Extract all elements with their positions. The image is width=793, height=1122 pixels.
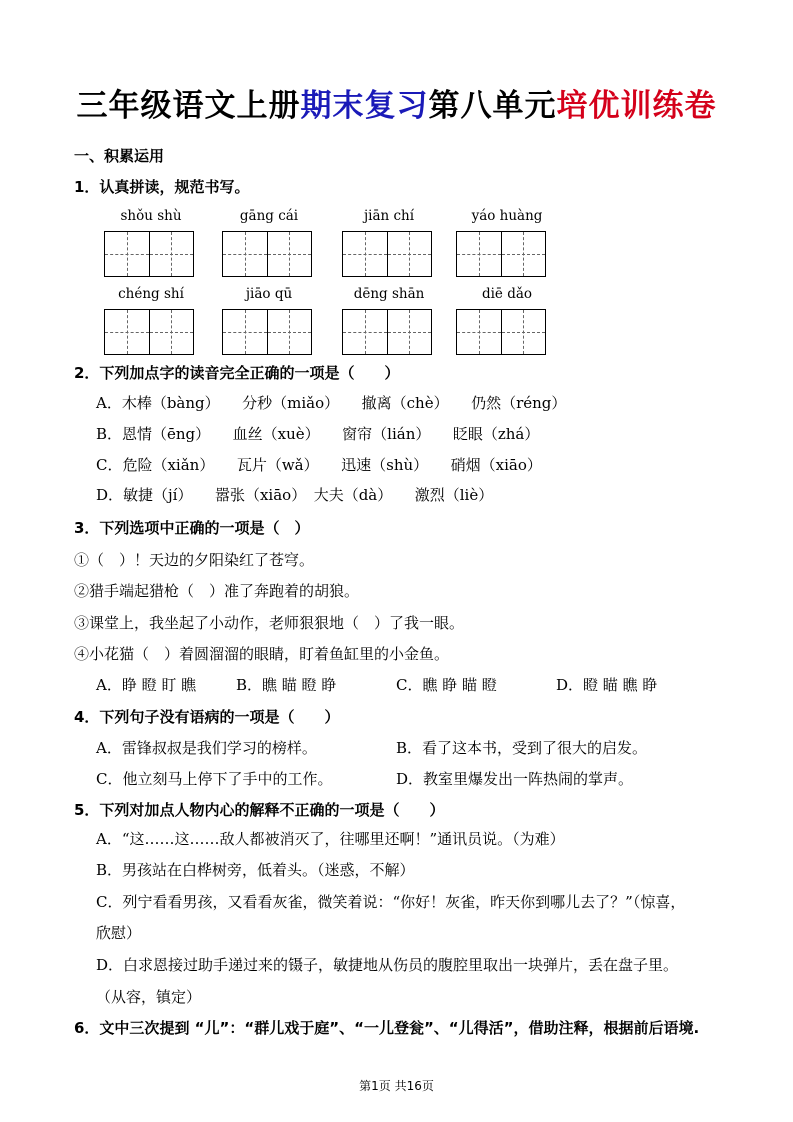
- writing-grid[interactable]: [342, 231, 432, 277]
- q3-item-4: ④小花猫（ ）着圆溜溜的眼睛，盯着鱼缸里的小金鱼。: [74, 645, 450, 663]
- writing-grid[interactable]: [342, 309, 432, 355]
- title-part-2: 期末复习: [300, 88, 429, 124]
- writing-grid[interactable]: [456, 231, 546, 277]
- pinyin-7: dēng shān: [353, 286, 425, 302]
- writing-grid[interactable]: [222, 309, 312, 355]
- q4-stem: 4．下列句子没有语病的一项是（ ）: [74, 708, 340, 726]
- pinyin-3: jiān chí: [363, 208, 415, 224]
- q2-option-d: D．敏捷（jí） 嚣张（xiāo） 大夫（dà） 激烈（liè）: [96, 486, 494, 504]
- page-footer: 第1页 共16页: [359, 1079, 434, 1093]
- section-heading: 一、积累运用: [74, 147, 165, 165]
- q2-option-c: C．危险（xiǎn） 瓦片（wǎ） 迅速（shù） 硝烟（xiāo）: [96, 456, 542, 474]
- writing-grid[interactable]: [104, 231, 194, 277]
- q2-stem: 2．下列加点字的读音完全正确的一项是（ ）: [74, 364, 400, 382]
- q4-option-a: A．雷锋叔叔是我们学习的榜样。: [96, 739, 317, 757]
- q2-option-a: A．木棒（bàng） 分秒（miǎo） 撤离（chè） 仍然（réng）: [96, 394, 567, 412]
- q5-option-c: C．列宁看看男孩，又看看灰雀，微笑着说：“你好！灰雀，昨天你到哪儿去了？”（惊喜，: [96, 893, 686, 911]
- q4-option-d: D．教室里爆发出一阵热闹的掌声。: [396, 770, 634, 788]
- q5-option-d: D．白求恩接过助手递过来的镊子，敏捷地从伤员的腹腔里取出一块弹片，丢在盘子里。: [96, 956, 679, 974]
- pinyin-6: jiāo qū: [245, 286, 293, 302]
- writing-grid[interactable]: [104, 309, 194, 355]
- q6-stem: 6．文中三次提到 “儿”：“群儿戏于庭”、“一儿登瓮”、“儿得活”，借助注释，根据前后语境.: [74, 1019, 700, 1037]
- q3-option-d: D．瞪 瞄 瞧 睁: [556, 676, 658, 694]
- q4-option-c: C．他立刻马上停下了手中的工作。: [96, 770, 333, 788]
- q3-item-2: ②猎手端起猎枪（ ）准了奔跑着的胡狼。: [74, 582, 360, 600]
- q5-option-c-cont: 欣慰）: [96, 924, 142, 942]
- writing-grid[interactable]: [222, 231, 312, 277]
- q3-item-1: ①（ ）！天边的夕阳染红了苍穹。: [74, 551, 315, 569]
- q5-option-b: B．男孩站在白桦树旁，低着头。（迷惑，不解）: [96, 861, 415, 879]
- q3-option-b: B．瞧 瞄 瞪 睁: [236, 676, 337, 694]
- pinyin-1: shǒu shù: [120, 208, 182, 224]
- title-part-4: 培优训练卷: [556, 88, 717, 124]
- q4-option-b: B．看了这本书，受到了很大的启发。: [396, 739, 648, 757]
- title-part-1: 三年级语文上册: [76, 88, 301, 124]
- q1-stem: 1．认真拼读，规范书写。: [74, 178, 250, 196]
- pinyin-2: gāng cái: [239, 208, 299, 224]
- q3-option-a: A．睁 瞪 盯 瞧: [96, 676, 197, 694]
- pinyin-5: chéng shí: [118, 286, 184, 302]
- q2-option-b: B．恩情（ēng） 血丝（xuè） 窗帘（lián） 眨眼（zhá）: [96, 425, 540, 443]
- q5-stem: 5．下列对加点人物内心的解释不正确的一项是（ ）: [74, 801, 445, 819]
- q5-option-a: A．“这……这……敌人都被消灭了，往哪里还啊！”通讯员说。（为难）: [96, 830, 565, 848]
- q3-option-c: C．瞧 睁 瞄 瞪: [396, 676, 497, 694]
- q5-option-d-cont: （从容，镇定）: [96, 988, 202, 1006]
- pinyin-4: yáo huàng: [471, 208, 543, 224]
- q3-stem: 3．下列选项中正确的一项是（ ）: [74, 519, 310, 537]
- title-part-3: 第八单元: [428, 88, 557, 124]
- page-title: [0, 80, 793, 125]
- pinyin-8: diē dǎo: [481, 286, 533, 302]
- writing-grid[interactable]: [456, 309, 546, 355]
- q3-item-3: ③课堂上，我坐起了小动作，老师狠狠地（ ）了我一眼。: [74, 614, 465, 632]
